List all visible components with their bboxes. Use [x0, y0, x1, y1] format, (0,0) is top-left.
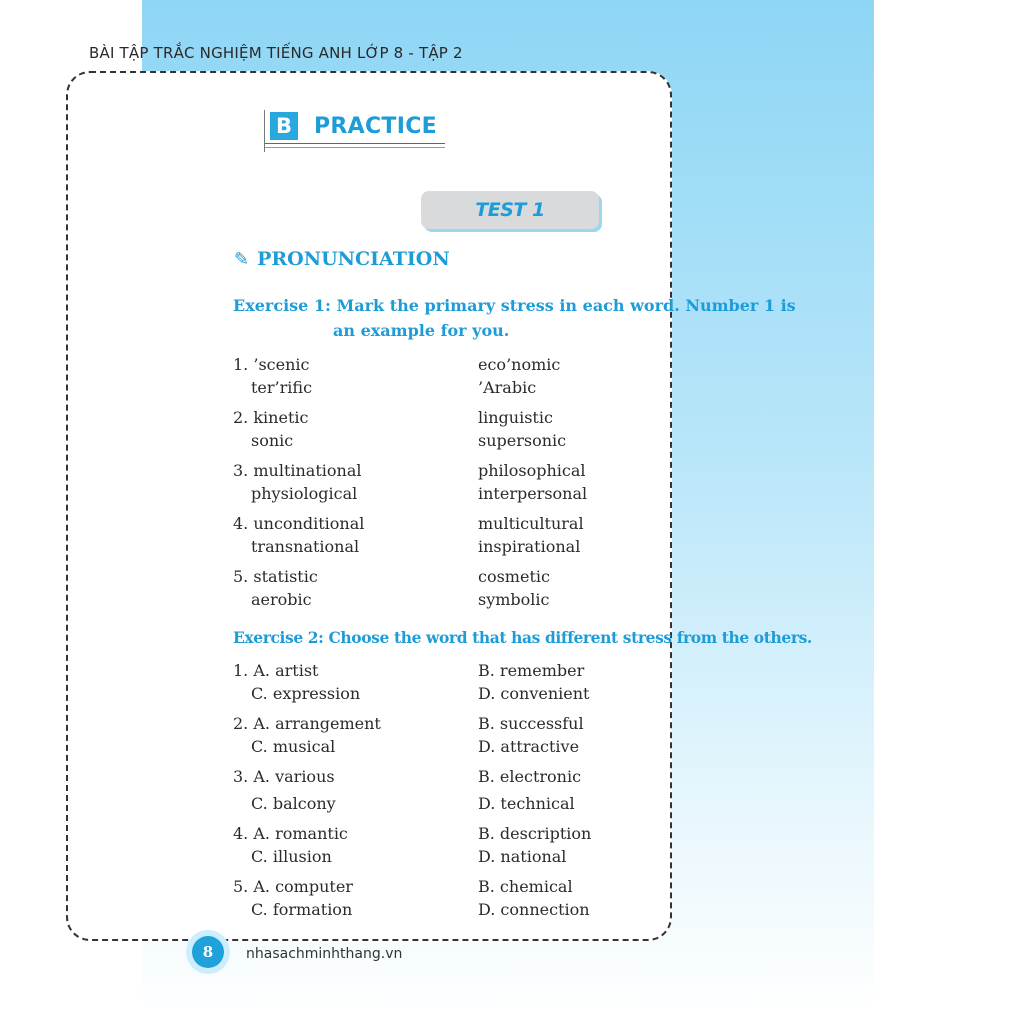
item-word: A. arrangement	[253, 714, 381, 733]
item-word: kinetic	[253, 408, 309, 427]
item-row	[233, 431, 793, 454]
section-title: PRACTICE	[314, 113, 438, 139]
item-word: A. artist	[253, 661, 319, 680]
item-row	[233, 847, 793, 870]
item-row	[233, 537, 793, 560]
exercise2-item	[233, 824, 793, 870]
word-right: interpersonal	[478, 484, 588, 503]
item-word: A. romantic	[253, 824, 348, 843]
item-word: multinational	[253, 461, 362, 480]
item-number: 5.	[233, 567, 249, 586]
word-left	[233, 355, 309, 374]
word-right: philosophical	[478, 461, 586, 480]
section-underline-2	[265, 147, 445, 148]
item-row	[233, 461, 793, 484]
item-word: A. various	[253, 767, 335, 786]
word-right: inspirational	[478, 537, 581, 556]
item-row	[233, 378, 793, 401]
pencil-icon: ✎	[234, 248, 250, 270]
item-number: 1.	[233, 355, 249, 374]
item-row	[233, 794, 793, 817]
exercise1-item	[233, 355, 793, 401]
word-left: sonic	[251, 431, 294, 450]
exercise1-title-line1: Exercise 1: Mark the primary stress in each word. Number 1 is	[233, 296, 796, 315]
item-row	[233, 484, 793, 507]
item-row	[233, 355, 793, 378]
footer-website: nhasachminhthang.vn	[246, 946, 403, 962]
exercise2-item	[233, 714, 793, 760]
word-left	[233, 461, 361, 480]
word-right: cosmetic	[478, 567, 550, 586]
item-row	[233, 900, 793, 923]
pronunciation-heading	[234, 248, 450, 270]
item-row	[233, 824, 793, 847]
item-number: 5.	[233, 877, 249, 896]
item-word: unconditional	[253, 514, 365, 533]
word-right: D. national	[478, 847, 567, 866]
item-row	[233, 737, 793, 760]
word-right: D. attractive	[478, 737, 580, 756]
item-word: ’scenic	[253, 355, 310, 374]
word-right: multicultural	[478, 514, 584, 533]
word-right: D. convenient	[478, 684, 590, 703]
item-number: 2.	[233, 714, 249, 733]
word-left	[233, 824, 348, 843]
section-letter-badge: B	[270, 112, 298, 140]
word-right: B. chemical	[478, 877, 573, 896]
test-label: TEST 1	[421, 191, 599, 229]
item-number: 3.	[233, 461, 249, 480]
word-right: B. successful	[478, 714, 584, 733]
section-decor-line	[264, 110, 265, 152]
exercise2-item	[233, 661, 793, 707]
page-number-badge	[186, 930, 230, 974]
word-right: supersonic	[478, 431, 567, 450]
word-left: C. illusion	[251, 847, 332, 866]
word-right: B. electronic	[478, 767, 582, 786]
item-word: A. computer	[253, 877, 353, 896]
exercise1-item	[233, 461, 793, 507]
item-row	[233, 877, 793, 900]
item-number: 1.	[233, 661, 249, 680]
word-left: ter’rific	[251, 378, 313, 397]
word-right: ’Arabic	[478, 378, 537, 397]
word-right: B. description	[478, 824, 592, 843]
exercise1-item	[233, 567, 793, 613]
item-row	[233, 661, 793, 684]
word-left	[233, 514, 364, 533]
word-left: C. balcony	[251, 794, 336, 813]
section-underline	[265, 143, 445, 144]
item-number: 3.	[233, 767, 249, 786]
word-right: symbolic	[478, 590, 550, 609]
item-number: 4.	[233, 824, 249, 843]
word-left: C. musical	[251, 737, 336, 756]
exercise1-title	[233, 293, 803, 343]
word-right: B. remember	[478, 661, 585, 680]
pronunciation-title: PRONUNCIATION	[257, 248, 450, 270]
word-left	[233, 767, 335, 786]
exercise2-item	[233, 767, 793, 813]
word-right: D. connection	[478, 900, 590, 919]
item-row	[233, 684, 793, 707]
word-left	[233, 408, 308, 427]
exercise2-title: Exercise 2: Choose the word that has different stress from the others.	[233, 628, 812, 647]
word-left: physiological	[251, 484, 358, 503]
word-right: D. technical	[478, 794, 575, 813]
word-left: transnational	[251, 537, 360, 556]
word-right: linguistic	[478, 408, 553, 427]
item-number: 4.	[233, 514, 249, 533]
exercise1-item	[233, 514, 793, 560]
word-left	[233, 714, 381, 733]
page-number: 8	[192, 936, 224, 968]
item-row	[233, 408, 793, 431]
item-number: 2.	[233, 408, 249, 427]
word-right: eco’nomic	[478, 355, 561, 374]
word-left	[233, 661, 318, 680]
word-left	[233, 567, 318, 586]
item-row	[233, 514, 793, 537]
item-word: statistic	[253, 567, 318, 586]
section-heading	[270, 112, 437, 140]
exercise1-title-line2: an example for you.	[333, 321, 510, 340]
item-row	[233, 590, 793, 613]
word-left: C. formation	[251, 900, 353, 919]
item-row	[233, 714, 793, 737]
exercise2-item	[233, 877, 793, 923]
book-header: BÀI TẬP TRẮC NGHIỆM TIẾNG ANH LỚP 8 - TẬP 2	[89, 44, 463, 62]
word-left	[233, 877, 353, 896]
exercise1-item	[233, 408, 793, 454]
word-left: aerobic	[251, 590, 312, 609]
item-row	[233, 767, 793, 790]
word-left: C. expression	[251, 684, 361, 703]
item-row	[233, 567, 793, 590]
